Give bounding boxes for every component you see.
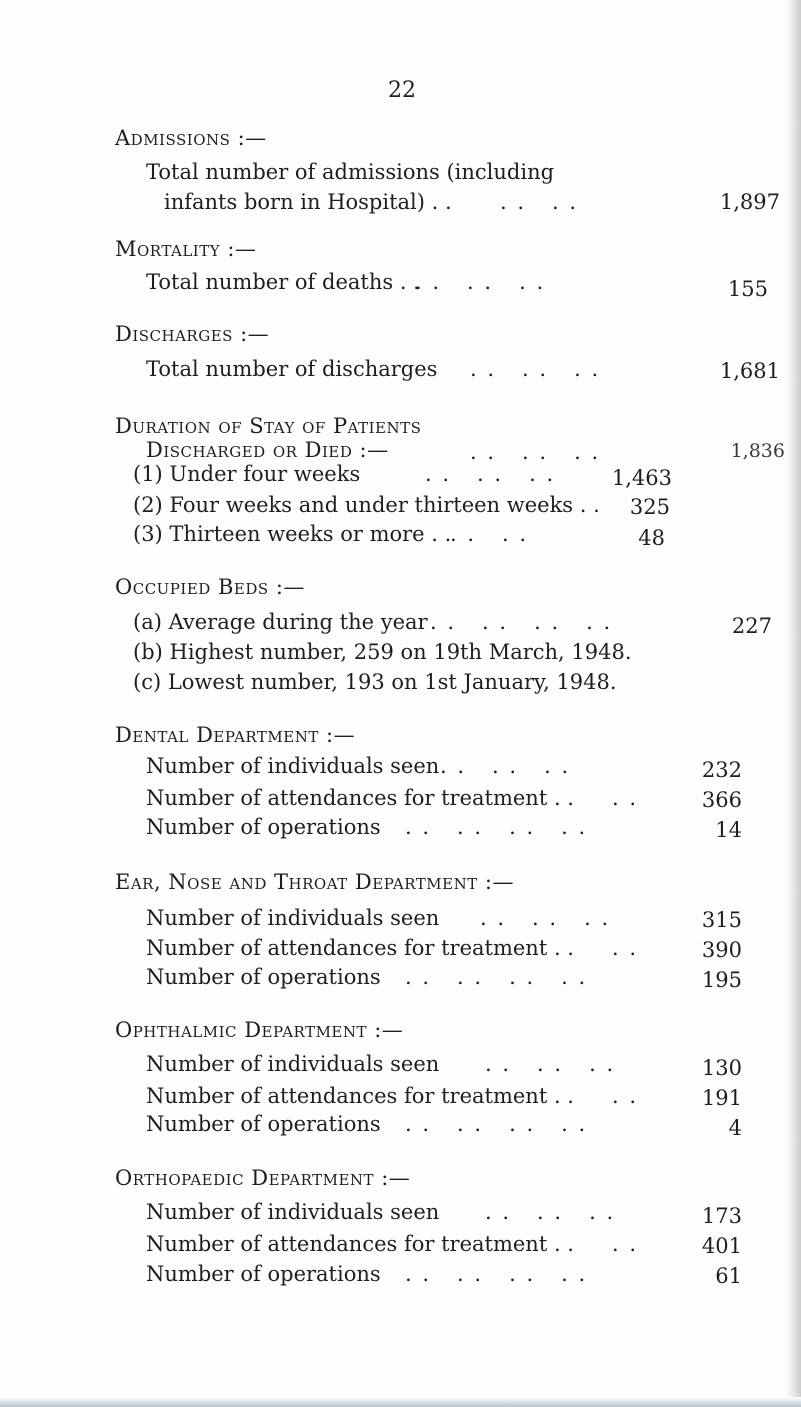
dot-leader: . . . . . . . .	[405, 1112, 588, 1136]
scan-bottom-edge	[0, 1397, 801, 1407]
dot-leader: . .	[612, 936, 639, 960]
duration-item-1: (1) Under four weeks	[133, 462, 361, 486]
orthopaedic-row-1: Number of individuals seen	[146, 1200, 440, 1224]
occupied-beds-item-b: (b) Highest number, 259 on 19th March, 1948.	[133, 640, 632, 664]
dot-leader: . .	[612, 786, 639, 810]
dot-leader: . . . .	[500, 190, 579, 214]
duration-item-3: (3) Thirteen weeks or more . .	[133, 522, 452, 546]
admissions-value: 1,897	[719, 190, 780, 214]
ophthalmic-row-2: Number of attendances for treatment . .	[146, 1084, 574, 1108]
ophthalmic-row-3-value: 4	[728, 1116, 742, 1140]
mortality-heading: Mortality :—	[115, 237, 257, 261]
ophthalmic-row-1: Number of individuals seen	[146, 1052, 440, 1076]
occupied-beds-item-c: (c) Lowest number, 193 on 1st January, 1948.	[133, 670, 617, 694]
mortality-value: 155	[727, 277, 768, 301]
discharges-heading: Discharges :—	[115, 322, 270, 346]
duration-item-2-value: 325	[629, 495, 670, 519]
dot-leader: . . . . . .	[470, 440, 601, 464]
orthopaedic-row-3: Number of operations	[146, 1262, 381, 1286]
dot-leader: . . . . . .	[425, 462, 556, 486]
dot-leader: . . . . . .	[485, 1200, 616, 1224]
dot-leader: . . . . . .	[485, 1052, 616, 1076]
admissions-heading: Admissions :—	[115, 126, 267, 150]
dot-leader: . . . . . . . .	[430, 610, 613, 634]
ent-row-3: Number of operations	[146, 965, 381, 989]
orthopaedic-row-1-value: 173	[701, 1204, 742, 1228]
page-edge-shadow	[787, 0, 801, 1407]
dot-leader: . . . . . .	[480, 906, 611, 930]
dot-leader: . . . . . .	[415, 270, 546, 294]
dental-row-3-value: 14	[715, 818, 742, 842]
duration-heading: Duration of Stay of Patients	[115, 414, 422, 438]
dot-leader: . . . . . .	[440, 754, 571, 778]
duration-subheading: Discharged or Died :—	[146, 438, 389, 462]
orthopaedic-row-2: Number of attendances for treatment . .	[146, 1232, 574, 1256]
dot-leader: . . . . . . . .	[405, 1262, 588, 1286]
ophthalmic-heading: Ophthalmic Department :—	[115, 1018, 404, 1042]
duration-item-2: (2) Four weeks and under thirteen weeks . .	[133, 493, 600, 517]
ent-row-1-value: 315	[701, 908, 742, 932]
dot-leader: . . . . . .	[470, 357, 601, 381]
dental-heading: Dental Department :—	[115, 723, 356, 747]
dot-leader: . . . .	[450, 522, 529, 546]
ophthalmic-row-3: Number of operations	[146, 1112, 381, 1136]
admissions-line1: Total number of admissions (including	[146, 160, 555, 184]
discharges-line1: Total number of discharges	[146, 357, 438, 381]
duration-item-1-value: 1,463	[611, 466, 672, 490]
dot-leader: . . . . . . . .	[405, 815, 588, 839]
ent-row-2-value: 390	[701, 938, 742, 962]
occupied-beds-heading: Occupied Beds :—	[115, 575, 305, 599]
dental-row-2: Number of attendances for treatment . .	[146, 786, 574, 810]
ophthalmic-row-2-value: 191	[701, 1086, 742, 1110]
orthopaedic-row-3-value: 61	[715, 1264, 742, 1288]
mortality-line1: Total number of deaths . .	[146, 270, 420, 294]
dental-row-2-value: 366	[701, 788, 742, 812]
page-number: 22	[388, 78, 416, 103]
duration-item-3-value: 48	[638, 526, 665, 550]
orthopaedic-heading: Orthopaedic Department :—	[115, 1166, 411, 1190]
ophthalmic-row-1-value: 130	[701, 1056, 742, 1080]
ent-heading: Ear, Nose and Throat Department :—	[115, 870, 514, 894]
orthopaedic-row-2-value: 401	[701, 1234, 742, 1258]
duration-total: 1,836	[730, 440, 785, 462]
dot-leader: . .	[612, 1232, 639, 1256]
dental-row-1: Number of individuals seen	[146, 754, 440, 778]
occupied-beds-item-a: (a) Average during the year	[133, 610, 428, 634]
dental-row-1-value: 232	[701, 758, 742, 782]
admissions-line2: infants born in Hospital) . .	[164, 190, 452, 214]
discharges-value: 1,681	[719, 359, 780, 383]
dot-leader: . . . . . . . .	[405, 965, 588, 989]
ent-row-2: Number of attendances for treatment . .	[146, 936, 574, 960]
ent-row-3-value: 195	[701, 968, 742, 992]
dot-leader: . .	[612, 1084, 639, 1108]
occupied-beds-average-value: 227	[731, 614, 772, 638]
ent-row-1: Number of individuals seen	[146, 906, 440, 930]
dental-row-3: Number of operations	[146, 815, 381, 839]
